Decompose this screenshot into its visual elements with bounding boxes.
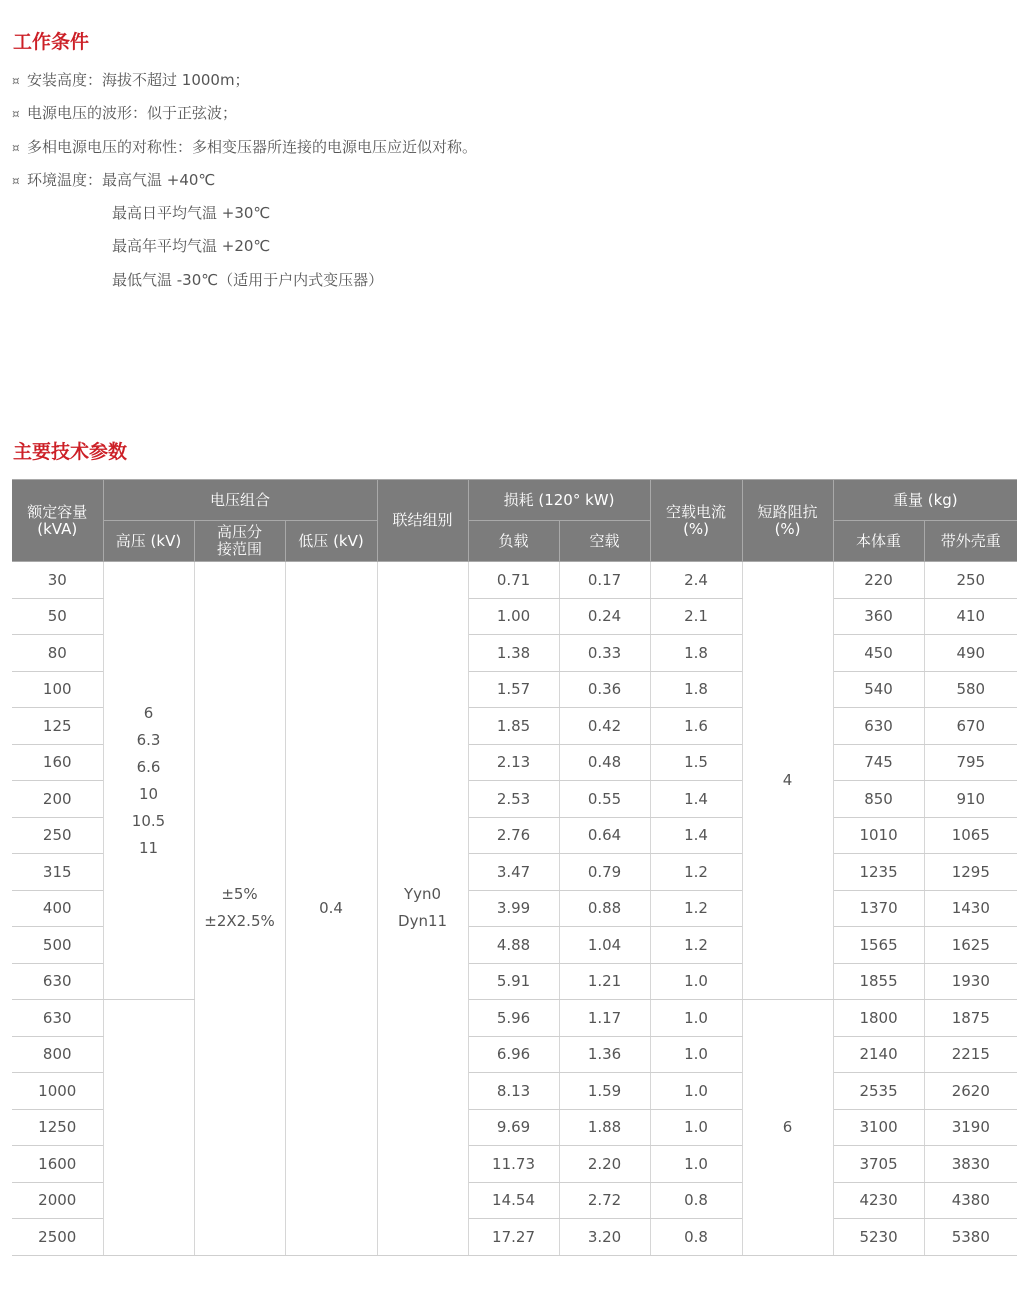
cell-total-weight: 1875 [924,1000,1017,1037]
cell-load-loss: 11.73 [468,1146,559,1183]
cell-no-load-current: 1.2 [650,927,742,964]
cell-no-load-loss: 1.36 [559,1036,650,1073]
cell-no-load-current: 1.0 [650,963,742,1000]
header-load-loss: 负载 [468,521,559,562]
cell-load-loss: 5.91 [468,963,559,1000]
cell-total-weight: 1430 [924,890,1017,927]
table-row [12,1000,1017,1037]
cell-total-weight: 670 [924,708,1017,745]
cell-body-weight: 630 [833,708,924,745]
cell-total-weight: 410 [924,598,1017,635]
cell-no-load-loss: 2.20 [559,1146,650,1183]
condition-temp-yearly: 最高年平均气温 +20℃ [112,237,271,256]
cell-hv-empty [103,1000,194,1256]
cell-capacity: 200 [12,781,103,818]
cell-capacity: 800 [12,1036,103,1073]
cell-load-loss: 1.00 [468,598,559,635]
cell-no-load-current: 1.2 [650,890,742,927]
cell-total-weight: 1065 [924,817,1017,854]
cell-no-load-current: 0.8 [650,1182,742,1219]
cell-total-weight: 910 [924,781,1017,818]
cell-body-weight: 1800 [833,1000,924,1037]
cell-body-weight: 220 [833,562,924,599]
header-tap-range: 高压分 接范围 [194,521,285,562]
cell-no-load-loss: 0.64 [559,817,650,854]
cell-no-load-current: 2.4 [650,562,742,599]
cell-capacity: 400 [12,890,103,927]
cell-lv-voltage: 0.4 [285,562,377,1256]
section-title-working-conditions: 工作条件 [13,31,90,53]
cell-impedance: 4 [742,562,833,1000]
header-no-load-loss: 空载 [559,521,650,562]
cell-total-weight: 5380 [924,1219,1017,1256]
cell-total-weight: 1930 [924,963,1017,1000]
cell-load-loss: 3.99 [468,890,559,927]
cell-no-load-current: 1.0 [650,1036,742,1073]
section-title-tech-params: 主要技术参数 [13,441,128,463]
bullet-icon: ¤ [12,173,20,188]
header-impedance: 短路阻抗 (%) [742,480,833,562]
cell-load-loss: 3.47 [468,854,559,891]
cell-load-loss: 4.88 [468,927,559,964]
cell-body-weight: 360 [833,598,924,635]
header-voltage-group: 电压组合 [103,480,377,521]
cell-no-load-loss: 3.20 [559,1219,650,1256]
cell-no-load-current: 1.0 [650,1109,742,1146]
cell-body-weight: 5230 [833,1219,924,1256]
bullet-icon: ¤ [12,74,20,88]
cell-no-load-loss: 1.21 [559,963,650,1000]
cell-connection: Yyn0 Dyn11 [377,562,468,1256]
cell-no-load-current: 1.0 [650,1000,742,1037]
cell-capacity: 1600 [12,1146,103,1183]
condition-temperature: ¤ 环境温度：最高气温 +40℃ [12,164,1012,197]
cell-body-weight: 1010 [833,817,924,854]
bullet-icon: ¤ [12,107,20,122]
cell-impedance: 6 [742,1000,833,1256]
table-body [12,562,1017,1256]
cell-total-weight: 795 [924,744,1017,781]
cell-load-loss: 17.27 [468,1219,559,1256]
cell-capacity: 630 [12,963,103,1000]
cell-no-load-current: 1.6 [650,708,742,745]
cell-load-loss: 1.85 [468,708,559,745]
cell-capacity: 30 [12,562,103,599]
cell-capacity: 500 [12,927,103,964]
cell-total-weight: 2620 [924,1073,1017,1110]
cell-load-loss: 14.54 [468,1182,559,1219]
condition-altitude: ¤ 安装高度：海拔不超过 1000m； [12,64,1012,97]
header-no-load-current: 空载电流 (%) [650,480,742,562]
cell-no-load-loss: 1.17 [559,1000,650,1037]
cell-body-weight: 1370 [833,890,924,927]
cell-body-weight: 4230 [833,1182,924,1219]
table-row [12,562,1017,599]
cell-body-weight: 3100 [833,1109,924,1146]
cell-hv-voltage: 6 6.3 6.6 10 10.5 11 [103,562,194,1000]
cell-capacity: 2000 [12,1182,103,1219]
cell-no-load-current: 2.1 [650,598,742,635]
cell-load-loss: 2.76 [468,817,559,854]
cell-capacity: 250 [12,817,103,854]
header-connection: 联结组别 [377,480,468,562]
condition-temp-min: 最低气温 -30℃（适用于户内式变压器） [112,270,384,289]
cell-body-weight: 850 [833,781,924,818]
cell-load-loss: 1.57 [468,671,559,708]
cell-capacity: 1000 [12,1073,103,1110]
cell-load-loss: 2.53 [468,781,559,818]
cell-no-load-loss: 0.48 [559,744,650,781]
cell-no-load-current: 1.0 [650,1146,742,1183]
header-total-weight: 带外壳重 [924,521,1017,562]
header-body-weight: 本体重 [833,521,924,562]
cell-no-load-loss: 1.88 [559,1109,650,1146]
cell-tap-range: ±5% ±2X2.5% [194,562,285,1256]
cell-capacity: 315 [12,854,103,891]
cell-no-load-loss: 0.24 [559,598,650,635]
cell-no-load-loss: 0.36 [559,671,650,708]
cell-load-loss: 6.96 [468,1036,559,1073]
cell-load-loss: 2.13 [468,744,559,781]
condition-symmetry: ¤ 多相电源电压的对称性：多相变压器所连接的电源电压应近似对称。 [12,131,1012,164]
cell-capacity: 125 [12,708,103,745]
header-weight: 重量 (kg) [833,480,1017,521]
cell-capacity: 80 [12,635,103,672]
cell-body-weight: 1235 [833,854,924,891]
cell-no-load-current: 1.5 [650,744,742,781]
condition-temp-daily: 最高日平均气温 +30℃ [112,204,271,223]
cell-load-loss: 5.96 [468,1000,559,1037]
cell-capacity: 160 [12,744,103,781]
cell-total-weight: 4380 [924,1182,1017,1219]
cell-total-weight: 490 [924,635,1017,672]
cell-total-weight: 1625 [924,927,1017,964]
cell-no-load-loss: 0.17 [559,562,650,599]
cell-body-weight: 2140 [833,1036,924,1073]
cell-no-load-loss: 1.04 [559,927,650,964]
header-lv: 低压 (kV) [285,521,377,562]
cell-no-load-current: 1.8 [650,635,742,672]
cell-total-weight: 580 [924,671,1017,708]
cell-no-load-current: 1.8 [650,671,742,708]
cell-load-loss: 8.13 [468,1073,559,1110]
cell-no-load-loss: 0.55 [559,781,650,818]
cell-body-weight: 450 [833,635,924,672]
cell-body-weight: 2535 [833,1073,924,1110]
cell-no-load-loss: 0.88 [559,890,650,927]
working-conditions-list [12,64,1012,297]
cell-body-weight: 540 [833,671,924,708]
cell-load-loss: 1.38 [468,635,559,672]
cell-body-weight: 745 [833,744,924,781]
tech-params-table [12,479,1017,1256]
cell-no-load-loss: 0.79 [559,854,650,891]
cell-capacity: 1250 [12,1109,103,1146]
cell-load-loss: 0.71 [468,562,559,599]
cell-capacity: 50 [12,598,103,635]
cell-total-weight: 3190 [924,1109,1017,1146]
cell-no-load-current: 1.2 [650,854,742,891]
cell-capacity: 2500 [12,1219,103,1256]
cell-total-weight: 2215 [924,1036,1017,1073]
cell-body-weight: 1565 [833,927,924,964]
cell-total-weight: 3830 [924,1146,1017,1183]
cell-total-weight: 250 [924,562,1017,599]
cell-capacity: 630 [12,1000,103,1037]
cell-body-weight: 3705 [833,1146,924,1183]
cell-no-load-current: 1.4 [650,817,742,854]
cell-total-weight: 1295 [924,854,1017,891]
header-losses: 损耗 (120° kW) [468,480,650,521]
cell-capacity: 100 [12,671,103,708]
cell-body-weight: 1855 [833,963,924,1000]
header-hv: 高压 (kV) [103,521,194,562]
cell-no-load-current: 1.4 [650,781,742,818]
cell-no-load-loss: 2.72 [559,1182,650,1219]
cell-no-load-current: 0.8 [650,1219,742,1256]
bullet-icon: ¤ [12,140,20,155]
header-capacity: 额定容量 (kVA) [12,480,103,562]
cell-no-load-loss: 1.59 [559,1073,650,1110]
cell-no-load-loss: 0.33 [559,635,650,672]
condition-waveform: ¤ 电源电压的波形：似于正弦波； [12,97,1012,130]
cell-no-load-loss: 0.42 [559,708,650,745]
cell-no-load-current: 1.0 [650,1073,742,1110]
cell-load-loss: 9.69 [468,1109,559,1146]
